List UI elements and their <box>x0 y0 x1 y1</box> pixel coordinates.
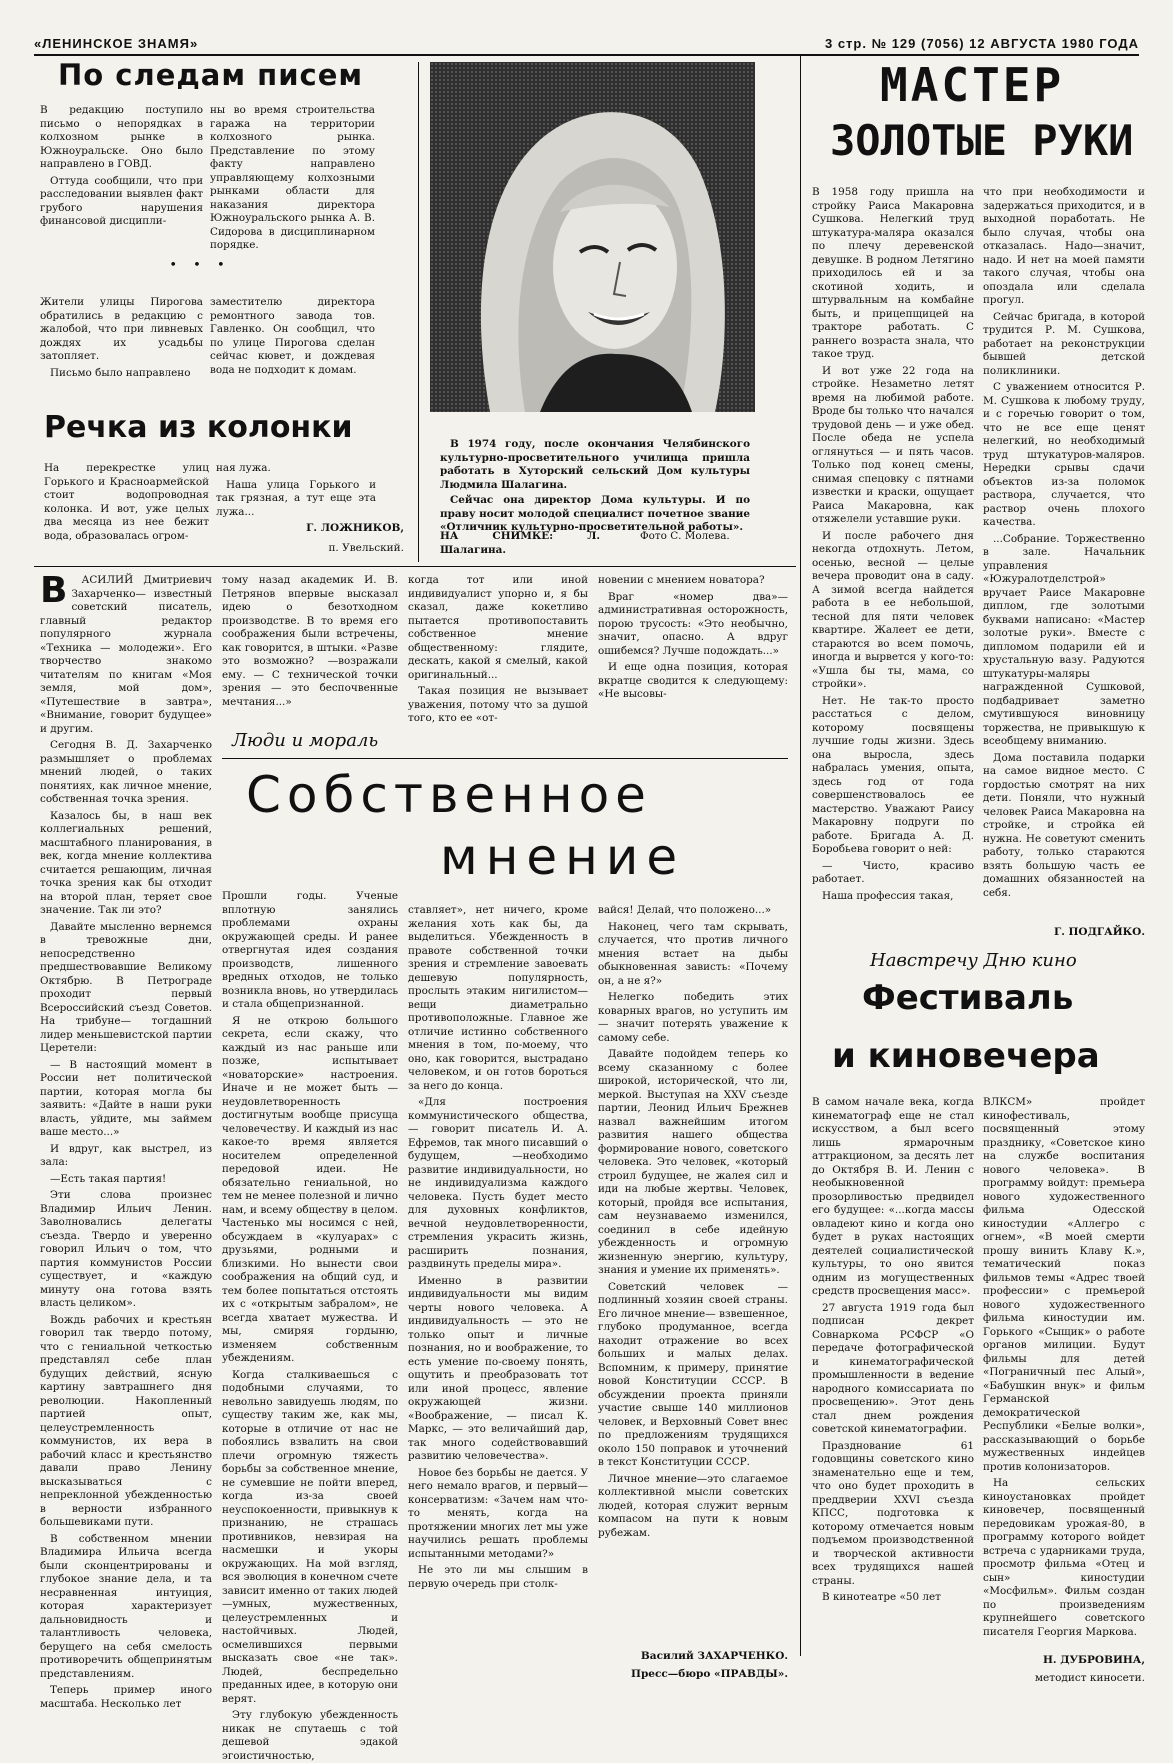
photo-note: НА СНИМКЕ: Л. Шалагина. <box>440 530 600 556</box>
paragraph: АСИЛИЙ Дмитриевич Захарченко— известный советский писатель, главный редактор популярного журнала «Техника — молодежи». Его творчество знакомо читателям по книгам «Моя земля, мой дом», «Путешествие в завтра», «Внимание, говорит будущее» и другим. <box>40 574 212 735</box>
title-box-top <box>222 758 788 759</box>
photo-credit: Фото С. Молева. <box>640 530 730 542</box>
section-separator-stars: • • • <box>169 258 231 273</box>
paragraph: В кинотеатре «50 лет <box>822 1591 941 1603</box>
paragraph: Новое без борьбы не дается. У него немало врагов, и первый— консерватизм: «Зачем нам что-то менять, когда на протяжении многих лет мы уже научились решать проблемы испытанными методами?» <box>408 1466 588 1560</box>
caption-paragraph: Сейчас она директор Дома культуры. И по праву носит молодой специалист почетное звание «Отличник культурно-просветительной работы». <box>440 494 750 533</box>
opinion-signature: Василий ЗАХАРЧЕНКО. <box>640 1650 788 1662</box>
paragraph: В собственном мнении Владимира Ильича всегда были сконцентрированы и глубокое знание дела, и та несравненная интуиция, которая характеризует дальновидность и талантливость человека, берущего на себя смелость противоречить общепринятым представлениям. <box>40 1532 212 1680</box>
paragraph: И еще одна позиция, которая вкратце сводится к следующему: «Не высовы- <box>598 661 788 700</box>
paragraph: Именно в развитии индивидуальности мы видим черты нового человека. А индивидуальность — это не только опыт и личные познания, но и воображение, то есть умение по-своему понять, ощутить и преобразовать тот или иной процесс, явление окружающей жизни. «Воображение, — писал К. Маркс, — это величайший дар, так много содействовавший развитию человечества». <box>408 1274 588 1462</box>
paragraph: 27 августа 1919 года был подписан декрет Совнаркома РСФСР «О передаче фотографической и кинематографической промышленности в ведение народного комиссариата по просвещению». Этот день стал днем рождения советской кинематографии. <box>812 1301 974 1435</box>
paragraph: И после рабочего дня некогда отдохнуть. Летом, осенью, весной — целые вечера проводит она в саду. А зимой всегда найдется работа в ее небольшой, тесной для пяти человек квартире. Жалеет ее дети, стараются во всем помочь, иногда и вырвется у кого-то: «Ушла бы ты, мама, со стройки». <box>812 529 974 690</box>
paragraph: Я не открою большого секрета, если скажу, что каждый из нас раньше или позже, испытывает «новаторские» настроения. Иначе и не может быть — неудовлетворенность достигнутым вообще присуща человечеству. И каждый из нас какое-то время является носителем определенной передовой идеи. Не обязательно гениальной, но тем не менее полезной и лично нам, и всему обществу в целом. Частенько мы носимся с ней, обсуждаем в «кулуарах» с друзьями, родными и близкими. Но вынести свои соображения на общий суд, и тем более попытаться отстоять их с «открытым забралом», не всегда хватает мужества. И мы, смиряя гордыню, изменяем собственным убеждениям. <box>222 1014 398 1364</box>
paragraph: Наша улица Горького и так грязная, а тут еще эта лужа... <box>216 478 376 518</box>
paragraph: Эти слова произнес Владимир Ильич Ленин. Заволновались делегаты съезда. Твердо и уверенно говорил Ильич о том, что партия коммунистов России существует, и «каждую минуту она готова взять власть целиком». <box>40 1189 212 1309</box>
rechka-column-1 <box>44 462 209 558</box>
paragraph: — В настоящий момент в России нет политической партии, которая могла бы заявить: «Дайте в наши руки власть, уйдите, мы займем ваше место...» <box>40 1058 212 1138</box>
paragraph: Такая позиция не вызывает уважения, потому что за душой того, кто ее «от- <box>408 685 588 724</box>
opinion-rubric: Люди и мораль <box>232 730 379 751</box>
paragraph: В самом начале века, когда кинематограф еще не стал искусством, а был всего лишь ярмарочным аттракционом, за десять лет до Октября В. И. Ленин с необыкновенной прозорливостью предвидел его будущее: «...когда массы овладеют кино и когда оно будет в руках настоящих деятелей социалистической культуры, то оно явится одним из могущественных средств просвещения масс». <box>812 1096 974 1297</box>
paragraph: Давайте подойдем теперь ко всему сказанному с более широкой, исторической, что ли, меркой. Выступая на XXV съезде партии, Леонид Ильич Брежнев назвал важнейшим итогом развития нашего общества формирование нового, советского человека. Это человек, «который строил будущее, не жалея сил и иди на любые жертвы. Человек, который, пройдя все испытания, сам неузнаваемо изменился, соединил в себе идейную убежденность и огромную жизненную энергию, культуру, знания и умение их применять». <box>598 1048 788 1276</box>
paragraph: И вот уже 22 года на стройке. Незаметно летят время на любимой работе. Вроде бы только что начался трудовой день — и уже обед. После обеда не успела оглянуться — и пять часов. Только под конец смены, снимая спецовку с пятнами известки и краски, ощущает Раиса Макаровна, как отяжелели уставшие руки. <box>812 364 974 525</box>
master-signature: Г. ПОДГАЙКО. <box>1053 926 1145 938</box>
paragraph: С уважением относится Р. М. Сушкова к любому труду, и с горечью говорит о том, что не все еще ценят нелегкий, но необходимый труд штукатуров-маляров. Нередки срывы сдачи объектов из-за поломок раствора, случается, что раствор очень плохого качества. <box>983 381 1145 528</box>
paragraph: Сегодня В. Д. Захарченко размышляет о проблемах мнений людей, о таких понятиях, как личное мнение, собственная точка зрения. <box>40 739 212 805</box>
opinion-lower-column-2 <box>408 904 588 1680</box>
master-headline-line1: МАСТЕР <box>880 58 1065 112</box>
paragraph: ны во время строительства гаража на территории колхозного рынка. Представление по этому факту направлено управляющему колхозными рынками области для наказания директора Южноуральского рынка А. В. Сидорова в дисциплинарном порядке. <box>210 104 375 251</box>
paragraph: Вождь рабочих и крестьян говорил так твердо потому, что с гениальной четкостью представлял себе план будущих действий, ясную картину завтрашнего дня революции. Накопленный партией опыт, целеустремленность коммунистов, их вера в рабочий класс и крестьянство давали право Ленину высказываться с непреклонной убежденностью в верности избранного большевиками пути. <box>40 1313 212 1528</box>
column-divider <box>418 62 419 562</box>
paragraph: когда тот или иной индивидуалист упорно и, я бы сказал, даже кокетливо пытается противопоставить собственное мнение общественному: глядите, дескать, какой я смелый, какой оригинальный... <box>408 574 588 681</box>
paragraph: Враг «номер два»—административная осторожность, порою трусость: «Это необычно, значит, опасно. А вдруг ошибемся? Лучше подождать...» <box>598 590 788 657</box>
opinion-signature-source: Пресс—бюро «ПРАВДЫ». <box>631 1668 788 1680</box>
paragraph: ...Собрание. Торжественно в зале. Начальник управления «Южуралотделстрой» вручает Раисе Макаровне диплом, где золотыми буквами написано: «Мастер золотые руки». Вместе с дипломом подарили ей и хрустальную вазу. Радуются штукатуры-маляры награжденной Сушковой, подбадривает заметно смутившуюся виновницу торжества, не привыкшую к всеобщему вниманию. <box>983 532 1145 747</box>
masthead <box>34 32 1139 56</box>
festival-column-1 <box>812 1096 974 1688</box>
paragraph: В редакцию поступило письмо о непорядках в колхозном рынке в Южноуральске. Оно было направлено в ГОВД. <box>40 104 203 170</box>
paragraph: Сейчас бригада, в которой трудится Р. М. Сушкова, работает на реконструкции бывшей детской поликлиники. <box>983 310 1145 377</box>
paragraph: вайся! Делай, что положено...» <box>598 904 772 916</box>
paragraph: — Чисто, красиво работает. <box>812 859 974 885</box>
paragraph: Не это ли мы слышим в первую очередь при столк- <box>408 1564 588 1590</box>
column-divider <box>800 56 801 1656</box>
paragraph: Наша профессия такая, <box>822 889 954 902</box>
opinion-headline-line2: мнение <box>440 828 686 886</box>
rechka-signature: Г. ЛОЖНИКОВ, <box>306 522 404 534</box>
paragraph: И вдруг, как выстрел, из зала: <box>40 1142 212 1168</box>
paragraph: Жители улицы Пирогова обратились в редакцию с жалобой, что при ливневых дождях их усадьбы затопляет. <box>40 296 203 362</box>
opinion-column-1 <box>40 570 212 1710</box>
opinion-column-4 <box>598 574 788 724</box>
paragraph: «Для построения коммунистического общества, — говорит писатель И. А. Ефремов, так много писавший о будущем, —необходимо развитие индивидуальности, но не индивидуализма каждого человека. Пусть будет место для духовных конфликтов, вечной неудовлетворенности, стремления украсить жизнь, расширить познания, раздвинуть пределы мира». <box>408 1096 588 1270</box>
paragraph: На перекрестке улиц Горького и Красноармейской стоит водопроводная колонка. И вот, уже целых два месяца из нее бежит вода, образовалась огром- <box>44 462 209 542</box>
paragraph: Наконец, чего там скрывать, случается, что против личного мнения встает на дыбы обыкновенная зависть: «Почему он, а не я?» <box>598 920 788 987</box>
paragraph: Давайте мысленно вернемся в тревожные дни, непосредственно предшествовавшие Великому Октябрю. В Петрограде проходит первый Всероссийский съезд Советов. На трибуне— тогдашний лидер меньшевистской партии Церетели: <box>40 920 212 1054</box>
caption-paragraph: В 1974 году, после окончания Челябинского культурно-просветительного училища пришла работать в Хуторский сельский Дом культуры Людмила Шалагина. <box>440 438 750 491</box>
festival-signature-role: методист киносети. <box>1034 1672 1145 1684</box>
portrait-photo <box>430 62 755 412</box>
festival-signature: Н. ДУБРОВИНА, <box>1042 1654 1145 1666</box>
master-column-2 <box>983 186 1145 898</box>
letters-headline: По следам писем <box>58 58 364 92</box>
paragraph: Советский человек —подлинный хозяин своей страны. Его личное мнение— взвешенное, глубоко продуманное, всегда находит отражение во всех больших и малых делах. Вспомним, к примеру, принятие новой Конституции СССР. В обсуждении проекта приняли участие свыше 140 миллионов человек, и Верховный Совет внес по предложениям трудящихся около 150 поправок и уточнений в текст Конституции СССР. <box>598 1280 788 1468</box>
paragraph: ная лужа. <box>216 462 271 474</box>
paragraph: Когда сталкиваешься с подобными случаями, то невольно завидуешь людям, по существу таким же, как мы, которые в отличие от нас не побоялись взвалить на свои плечи огромную тяжесть борьбы за собственное мнение, не сумевшие не пойти вперед, когда из-за своей неуспокоенности, привыкнув к признанию, не страшась противников, невзирая на насмешки и укоры окружающих. На мой взгляд, вся эволюция в конечном счете зависит именно от таких людей—умных, мужественных, целеустремленных и настойчивых. Людей, осмелившихся первыми высказать свое «не так». Людей, беспредельно преданных идее, в которую они верят. <box>222 1368 398 1705</box>
festival-headline-line1: Фестиваль <box>862 978 1074 1018</box>
paragraph: Письмо было направлено <box>50 366 191 379</box>
paragraph: —Есть такая партия! <box>50 1172 167 1185</box>
paragraph: заместителю директора ремонтного завода тов. Гавленко. Он сообщил, что по улице Пирогова сделан сейчас кювет, и дождевая вода не подходит к домам. <box>210 296 375 376</box>
paragraph: Дома поставила подарки на самое видное место. С гордостью смотрят на них дети. Поняли, что нужный человек Раиса Макаровна на стройке, и стройка ей нужна. Не советуют сменить работу, только стараются взять большую часть ее домашних обязанностей на себя. <box>983 751 1145 899</box>
paragraph: В 1958 году пришла на стройку Раиса Макаровна Сушкова. Нелегкий труд штукатура-маляра оказался по плечу деревенской девушке. В родном Летягино приходилось ей и за скотиной ходить, и штурвальным на комбайне быть, и прицепщицей на тракторе работать. С раннего возраста знала, что такое труд. <box>812 186 974 360</box>
festival-rubric: Навстречу Дню кино <box>870 950 1077 971</box>
letters-column-2 <box>210 104 375 251</box>
rechka-column-2 <box>216 462 376 518</box>
paragraph: ВЛКСМ» пройдет кинофестиваль, посвященный этому празднику, «Советское кино на службе воспитания нового человека». В программу войдут: премьера нового художественного фильма Одесской киностудии «Аллегро с огнем», «В моей смерти прошу винить Клаву К.», тематический показ фильмов темы «Адрес твоей профессии» с премьерой нового художественного фильма киностудии им. Горького «Сыщик» о работе органов милиции. Будут фильмы для детей «Пограничный пес Алый», «Бабушкин внук» и фильм Германской демократической Республики «Белые волки», рассказывающий о борьбе мужественных индейцев против колонизаторов. <box>983 1096 1145 1473</box>
paragraph: Эту глубокую убежденность никак не спутаешь с той дешевой эдакой эгоистичностью, <box>222 1709 398 1762</box>
paragraph: что при необходимости и задержаться приходится, и в выходной поработать. Не было случая, чтобы она отказалась. Надо—значит, надо. И нет на моей памяти такого случая, чтобы она опоздала или сделала прогул. <box>983 186 1145 306</box>
masthead-issue-info: 3 стр. № 129 (7056) 12 АВГУСТА 1980 ГОДА <box>824 36 1139 51</box>
festival-headline-line2: и киновечера <box>832 1036 1100 1076</box>
master-headline-line2: ЗОЛОТЫЕ РУКИ <box>830 116 1134 165</box>
paragraph: Оттуда сообщили, что при расследовании выявлен факт грубого нарушения финансовой дисципли- <box>40 174 203 227</box>
festival-column-2 <box>983 1096 1145 1648</box>
master-column-1 <box>812 186 974 926</box>
dropcap: В <box>40 570 68 611</box>
paragraph: Казалось бы, в наш век коллегиальных решений, масштабного планирования, в век, когда мнение коллектива считается решающим, личная точка зрения как бы отходит на второй план, теряет свое значение. Так ли это? <box>40 809 212 916</box>
paragraph: Личное мнение—это слагаемое коллективной мысли советских людей, которая служит верным компасом на пути к новым рубежам. <box>598 1472 788 1539</box>
paragraph: новении с мнением новатора? <box>598 574 765 586</box>
paragraph: ставляет», нет ничего, кроме желания хоть как бы, да выделиться. Убежденность в правоте собственной точки зрения и стремление завоевать дешевую популярность, прослыть этаким нигилистом— вещи диаметрально противоположные. Главное же отличие истинно собственного мнения в том, по-моему, что оно, как говорится, выстрадано человеком, и он готов бороться за него до конца. <box>408 904 588 1092</box>
rechka-place: п. Увельский. <box>328 542 404 554</box>
section-divider <box>34 566 796 567</box>
paragraph: Теперь пример иного масштаба. Несколько лет <box>40 1684 212 1710</box>
paragraph: Празднование 61 годовщины советского кино знаменательно еще и тем, что оно будет проходить в преддверии XXVI съезда КПСС, подготовка к которому отмечается новым подъемом производственной и творческой активности всех трудящихся нашей страны. <box>812 1439 974 1587</box>
paragraph: На сельских киноустановках пройдет киновечер, посвященный передовикам урожая-80, в программу которого войдет встреча с ударниками труда, просмотр фильма «Отец и сын» киностудии «Мосфильм». Фильм создан по произведениям крупнейшего советского писателя Георгия Маркова. <box>983 1477 1145 1638</box>
letters-column-4 <box>210 296 375 392</box>
paragraph: Нет. Не так-то просто расстаться с делом, которому посвящены лучшие годы жизни. Здесь она выросла, здесь набралась умения, опыта, здесь год от года совершенствовалось ее мастерство. Уважают Раису Макаровну подруги по работе. Бригада А. Д. Боробьева говорит о ней: <box>812 694 974 855</box>
paragraph: Прошли годы. Ученые вплотную занялись проблемами охраны окружающей среды. И ранее отвергнутая идея создания производств, лишенного вредных отходов, не только возникла вновь, но утвердилась и стала общепризнанной. <box>222 890 398 1010</box>
letters-column-3 <box>40 296 203 392</box>
opinion-headline-line1: Собственное <box>246 766 652 824</box>
opinion-lower-column-1 <box>222 890 398 1762</box>
opinion-lower-column-3 <box>598 904 788 1640</box>
opinion-column-2 <box>222 574 398 724</box>
rechka-headline: Речка из колонки <box>44 410 353 445</box>
opinion-column-3 <box>408 574 588 724</box>
masthead-paper-name: «ЛЕНИНСКОЕ ЗНАМЯ» <box>34 36 199 51</box>
paragraph: тому назад академик И. В. Петрянов впервые высказал идею о безотходном производстве. В то время его соображения были встречены, как говорится, в штыки. «Разве это возможно? —возражали ему. — С технической точки зрения — это беспочвенные мечтания...» <box>222 574 398 708</box>
letters-column-1 <box>40 104 203 244</box>
paragraph: Нелегко победить этих коварных врагов, но уступить им— значит потерять уважение к самому себе. <box>598 991 788 1044</box>
portrait-image <box>430 62 755 412</box>
